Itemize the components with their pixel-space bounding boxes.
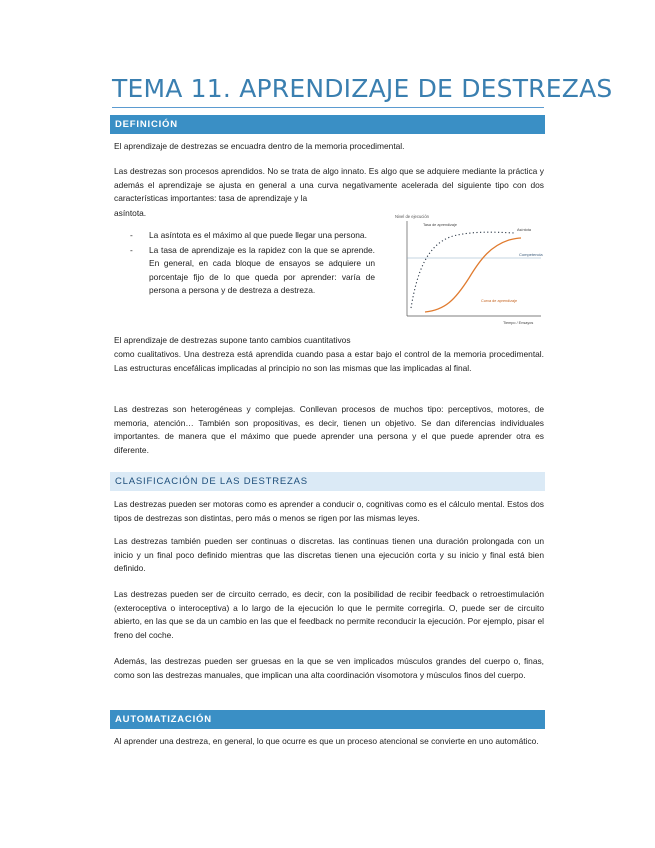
- figure-ylabel: Nivel de ejecución: [395, 214, 429, 219]
- paragraph-continuas-discretas: Las destrezas también pueden ser continuas o discretas. las continuas tienen una duración prolongada con un inicio y un final poco definido mientras que las discretas tienen una ejecución corta y su inicio y final está bien definido.: [114, 536, 544, 573]
- bullet-asintota: [130, 229, 375, 243]
- section-header-automatizacion: AUTOMATIZACIÓN: [110, 710, 545, 729]
- bullet-dash: -: [130, 230, 133, 240]
- bullet-dash: -: [130, 244, 133, 255]
- section-header-definicion: DEFINICIÓN: [110, 115, 545, 134]
- bullet-tasa-aprendizaje: [130, 244, 375, 298]
- learning-curve-figure: [393, 212, 545, 330]
- paragraph-gruesas-finas: Además, las destrezas pueden ser gruesas en la que se ven implicados músculos grandes del cuerpo o, finas, como son las destrezas manuales, que implican una alta coordinación visomotora y músculos finos del cuerpo.: [114, 656, 544, 680]
- learning-curve-svg: [393, 212, 545, 330]
- paragraph-circuito: Las destrezas pueden ser de circuito cerrado, es decir, con la posibilidad de recibir feedback o retroestimulación (exteroceptiva o interoceptiva) a lo largo de la ejecución lo que le permite corregirla. O, puede ser de circuito abierto, en las que se da un cambio en las que el feedback no permite reconducir la ejecución. Por ejemplo, pisar el freno del coche.: [114, 589, 544, 640]
- paragraph-cambios-rest: como cualitativos. Una destreza está aprendida cuando pasa a estar bajo el control de la memoria procedimental. Las estructuras encefálicas implicadas al principio no son las mismas que las implicadas al final.: [114, 349, 544, 373]
- paragraph-procesos-aprendidos: Las destrezas son procesos aprendidos. No se trata de algo innato. Es algo que se adquiere mediante la práctica y además el aprendizaje se ajusta en general a una curva negativamente acelerada del siguiente tipo con dos características importantes: tasa de aprendizaje y la: [114, 166, 544, 203]
- section-header-clasificacion: CLASIFICACIÓN DE LAS DESTREZAS: [110, 472, 545, 491]
- page-title: TEMA 11. APRENDIZAJE DE DESTREZAS: [112, 74, 613, 103]
- paragraph-motoras-cognitivas: Las destrezas pueden ser motoras como es aprender a conducir o, cognitivas como es el cálculo mental. Estos dos tipos de destrezas son distintas, pero más o menos se rigen por las mismas leyes.: [114, 499, 544, 523]
- bullet-text: La asíntota es el máximo al que puede llegar una persona.: [149, 230, 367, 240]
- figure-label-curva: Curva de aprendizaje: [481, 299, 518, 303]
- paragraph-heterogeneas: Las destrezas son heterogéneas y complejas. Conllevan procesos de muchos tipo: perceptivos, motores, de memoria, atención… También son propositivas, es decir, tienen un objetivo. Se dan diferencias individuales importantes. de manera que el máximo que puede aprender una persona y el que puede aprender otra es diferente.: [114, 404, 544, 455]
- figure-label-tasa: Tasa de aprendizaje: [423, 223, 457, 227]
- title-underline: [112, 107, 544, 108]
- learning-features-list: [130, 229, 375, 298]
- bullet-text: La tasa de aprendizaje es la rapidez con la que se aprende. En general, en cada bloque de ensayos se adquiere un porcentaje fijo de lo que queda por aprender: varía de persona a persona y de destreza a destreza.: [149, 244, 375, 295]
- figure-label-asintota: Asíntota: [517, 228, 531, 232]
- paragraph-memoria-procedimental: El aprendizaje de destrezas se encuadra dentro de la memoria procedimental.: [114, 141, 405, 151]
- paragraph-asintota-tail: asíntota.: [114, 208, 147, 218]
- figure-label-competencia: Competencia: [519, 252, 543, 257]
- paragraph-cambios-start: El aprendizaje de destrezas supone tanto cambios cuantitativos: [114, 335, 351, 345]
- paragraph-automatico: Al aprender una destreza, en general, lo que ocurre es que un proceso atencional se convierte en uno automático.: [114, 736, 539, 746]
- figure-xlabel: Tiempo / Ensayos: [503, 321, 534, 325]
